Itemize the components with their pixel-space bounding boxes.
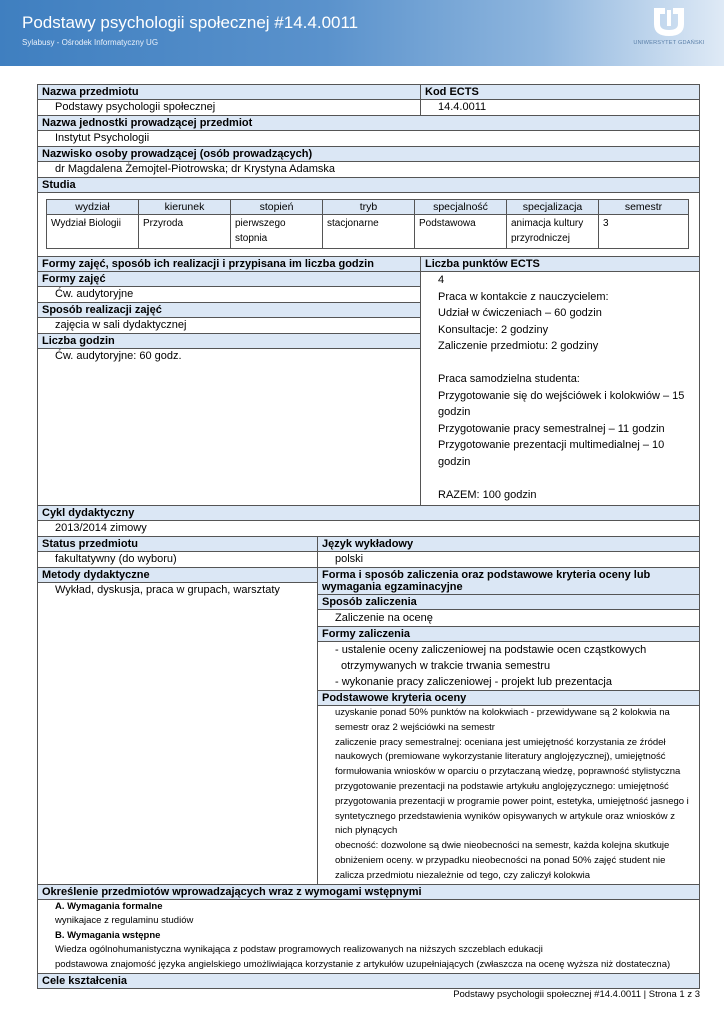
table-row	[47, 215, 689, 249]
wymagania-label: Określenie przedmiotów wprowadzających wraz z wymogami wstępnymi	[38, 885, 699, 900]
formy-label: Formy zajęć, sposób ich realizacji i przypisana im liczba godzin	[38, 257, 420, 272]
studia-cell: 3	[599, 215, 689, 249]
jezyk-label: Język wykładowy	[318, 537, 699, 552]
ects-line: godzin	[438, 406, 471, 418]
studia-cell: Podstawowa	[415, 215, 507, 249]
list-item: otrzymywanych w trakcie trwania semestru	[341, 660, 551, 672]
studia-col-header: semestr	[599, 200, 689, 215]
kryteria-line: syntetycznego przedstawienia wyników opisywanych w artykule oraz wniosków z	[335, 810, 676, 822]
status-label: Status przedmiotu	[38, 537, 317, 552]
kryteria-line: obniżeniem oceny. w przypadku nieobecności na ponad 50% zajęć student nie	[335, 854, 666, 866]
sposob-realizacji-value: zajęcia w sali dydaktycznej	[38, 318, 420, 334]
kryteria-line: semestr oraz 2 wejściówki na semestr	[335, 721, 495, 733]
kryteria-line: przygotowania prezentacji w programie power point, estetyka, umiejętność jasnego i	[335, 795, 689, 807]
formy-zajec-value: Ćw. audytoryjne	[38, 287, 420, 303]
metody-label: Metody dydaktyczne	[38, 568, 317, 583]
studia-cell: pierwszego stopnia	[231, 215, 323, 249]
page-title: Podstawy psychologii społecznej #14.4.0011	[22, 13, 359, 32]
studia-col-header: stopień	[231, 200, 323, 215]
studia-cell: Wydział Biologii	[47, 215, 139, 249]
studia-table	[46, 199, 689, 249]
wymagania-b-line: podstawowa znajomość języka angielskiego umożliwiająca korzystanie z artykułów uzupełniających (zwłaszcza na ocenę wyższa niż dostateczna)	[55, 958, 671, 970]
formy-zaliczenia-label: Formy zaliczenia	[318, 627, 699, 642]
formy-ects-section	[38, 257, 699, 506]
osoby-value: dr Magdalena Żemojtel-Piotrowska; dr Krystyna Adamska	[38, 162, 699, 178]
ects-line	[438, 355, 699, 372]
metody-zaliczenie-section	[38, 568, 699, 885]
kryteria-list	[318, 706, 699, 884]
kod-value: 14.4.0011	[438, 101, 487, 113]
ects-line: godzin	[438, 455, 471, 468]
sposob-realizacji-label: Sposób realizacji zajęć	[38, 303, 420, 318]
kryteria-line: formułowania wniosków w oparciu o przytaczaną wiedzę, poprawność stylistyczna	[335, 766, 681, 778]
wymagania-b-line: Wiedza ogólnohumanistyczna wynikająca z podstaw programowych realizowanych na niższych szczeblach edukacji	[55, 944, 543, 956]
university-logo	[626, 6, 712, 54]
kod-label: Kod ECTS	[421, 85, 699, 100]
formy-zajec-label: Formy zajęć	[38, 272, 420, 287]
ects-line: 4	[438, 274, 445, 286]
studia-cell: Przyroda	[139, 215, 231, 249]
studia-col-header: kierunek	[139, 200, 231, 215]
liczba-godzin-value: Ćw. audytoryjne: 60 godz.	[55, 350, 182, 362]
kryteria-line: naukowych (premiowane wykorzystanie literatury anglojęzycznej), umiejętność	[335, 751, 666, 763]
ects-details	[421, 272, 699, 505]
studia-col-header: wydział	[47, 200, 139, 215]
ects-line: Zaliczenie przedmiotu: 2 godziny	[438, 340, 599, 352]
studia-cell: animacja kultury przyrodniczej	[507, 215, 599, 249]
jednostka-value: Instytut Psychologii	[38, 131, 699, 147]
wymagania-a-label: A. Wymagania formalne	[55, 900, 163, 912]
cykl-label: Cykl dydaktyczny	[38, 506, 699, 521]
ects-line: Udział w ćwiczeniach – 60 godzin	[438, 307, 602, 319]
wymagania-section	[38, 900, 699, 975]
wymagania-b-label: B. Wymagania wstępne	[55, 929, 161, 941]
ects-line: RAZEM: 100 godzin	[438, 488, 537, 501]
studia-label: Studia	[38, 178, 699, 193]
sposob-zaliczenia-value: Zaliczenie na ocenę	[318, 610, 699, 627]
list-item: - wykonanie pracy zaliczeniowej - projekt lub prezentacja	[335, 676, 612, 688]
kryteria-line: przygotowanie prezentacji na podstawie artykułu anglojęzycznego: umiejętność	[335, 780, 669, 792]
nazwa-value: Podstawy psychologii społecznej	[55, 101, 216, 113]
page-subtitle: Sylabusy - Ośrodek Informatyczny UG	[22, 38, 159, 47]
formy-zaliczenia-list	[318, 642, 699, 691]
header-banner	[0, 0, 724, 66]
status-jezyk-section	[38, 537, 699, 568]
osoby-label: Nazwisko osoby prowadzącej (osób prowadzących)	[38, 147, 699, 162]
syllabus-document	[37, 84, 700, 989]
nazwa-label: Nazwa przedmiotu	[38, 85, 420, 100]
studia-col-header: specjalizacja	[507, 200, 599, 215]
logo-text: UNIWERSYTET GDAŃSKI	[633, 40, 705, 46]
university-logo-icon	[650, 6, 688, 38]
kryteria-line: uzyskanie ponad 50% punktów na kolokwiach - przewidywane są 2 kolokwia na	[335, 707, 670, 718]
page-footer: Podstawy psychologii społecznej #14.4.0011 | Strona 1 z 3	[453, 989, 700, 1000]
kryteria-label: Podstawowe kryteria oceny	[318, 691, 699, 706]
ects-line: Przygotowanie prezentacji multimedialnej – 10	[438, 439, 665, 451]
wymagania-a-value: wynikajace z regulaminu studiów	[55, 915, 194, 927]
ects-line: Przygotowanie pracy semestralnej – 11 godzin	[438, 422, 665, 435]
list-item: - ustalenie oceny zaliczeniowej na podstawie ocen cząstkowych	[335, 644, 647, 656]
ects-label: Liczba punktów ECTS	[421, 257, 699, 272]
cele-label: Cele kształcenia	[38, 974, 699, 988]
status-value: fakultatywny (do wyboru)	[55, 553, 177, 565]
studia-header-row	[47, 200, 689, 215]
jednostka-label: Nazwa jednostki prowadzącej przedmiot	[38, 116, 699, 131]
studia-col-header: tryb	[323, 200, 415, 215]
sposob-zaliczenia-label: Sposób zaliczenia	[318, 595, 699, 610]
ects-line: Praca samodzielna studenta:	[438, 373, 580, 385]
ects-line	[438, 470, 699, 487]
kryteria-line: zaliczenie pracy semestralnej: oceniana jest umiejętność korzystania ze źródeł	[335, 736, 666, 748]
cykl-value: 2013/2014 zimowy	[38, 521, 699, 537]
ects-line: Praca w kontakcie z nauczycielem:	[438, 290, 609, 303]
studia-col-header: specjalność	[415, 200, 507, 215]
kryteria-line: nich płynących	[335, 825, 398, 837]
studia-section	[38, 193, 699, 257]
kryteria-line: zalicza przedmiotu niezależnie od tego, czy zaliczył kolokwia	[335, 869, 591, 881]
ects-line: Konsultacje: 2 godziny	[438, 323, 549, 336]
ects-line: Przygotowanie się do wejściówek i kolokwiów – 15	[438, 389, 685, 402]
metody-value: Wykład, dyskusja, praca w grupach, warsztaty	[55, 584, 280, 596]
liczba-godzin-label: Liczba godzin	[38, 334, 420, 349]
jezyk-value: polski	[335, 553, 364, 565]
studia-cell: stacjonarne	[323, 215, 415, 249]
name-code-section	[38, 85, 699, 116]
forma-zaliczenia-label: Forma i sposób zaliczenia oraz podstawowe kryteria oceny lub wymagania egzaminacyjne	[318, 568, 699, 595]
kryteria-line: obecność: dozwolone są dwie nieobecności na semestr, każda kolejna skutkuje	[335, 840, 670, 852]
